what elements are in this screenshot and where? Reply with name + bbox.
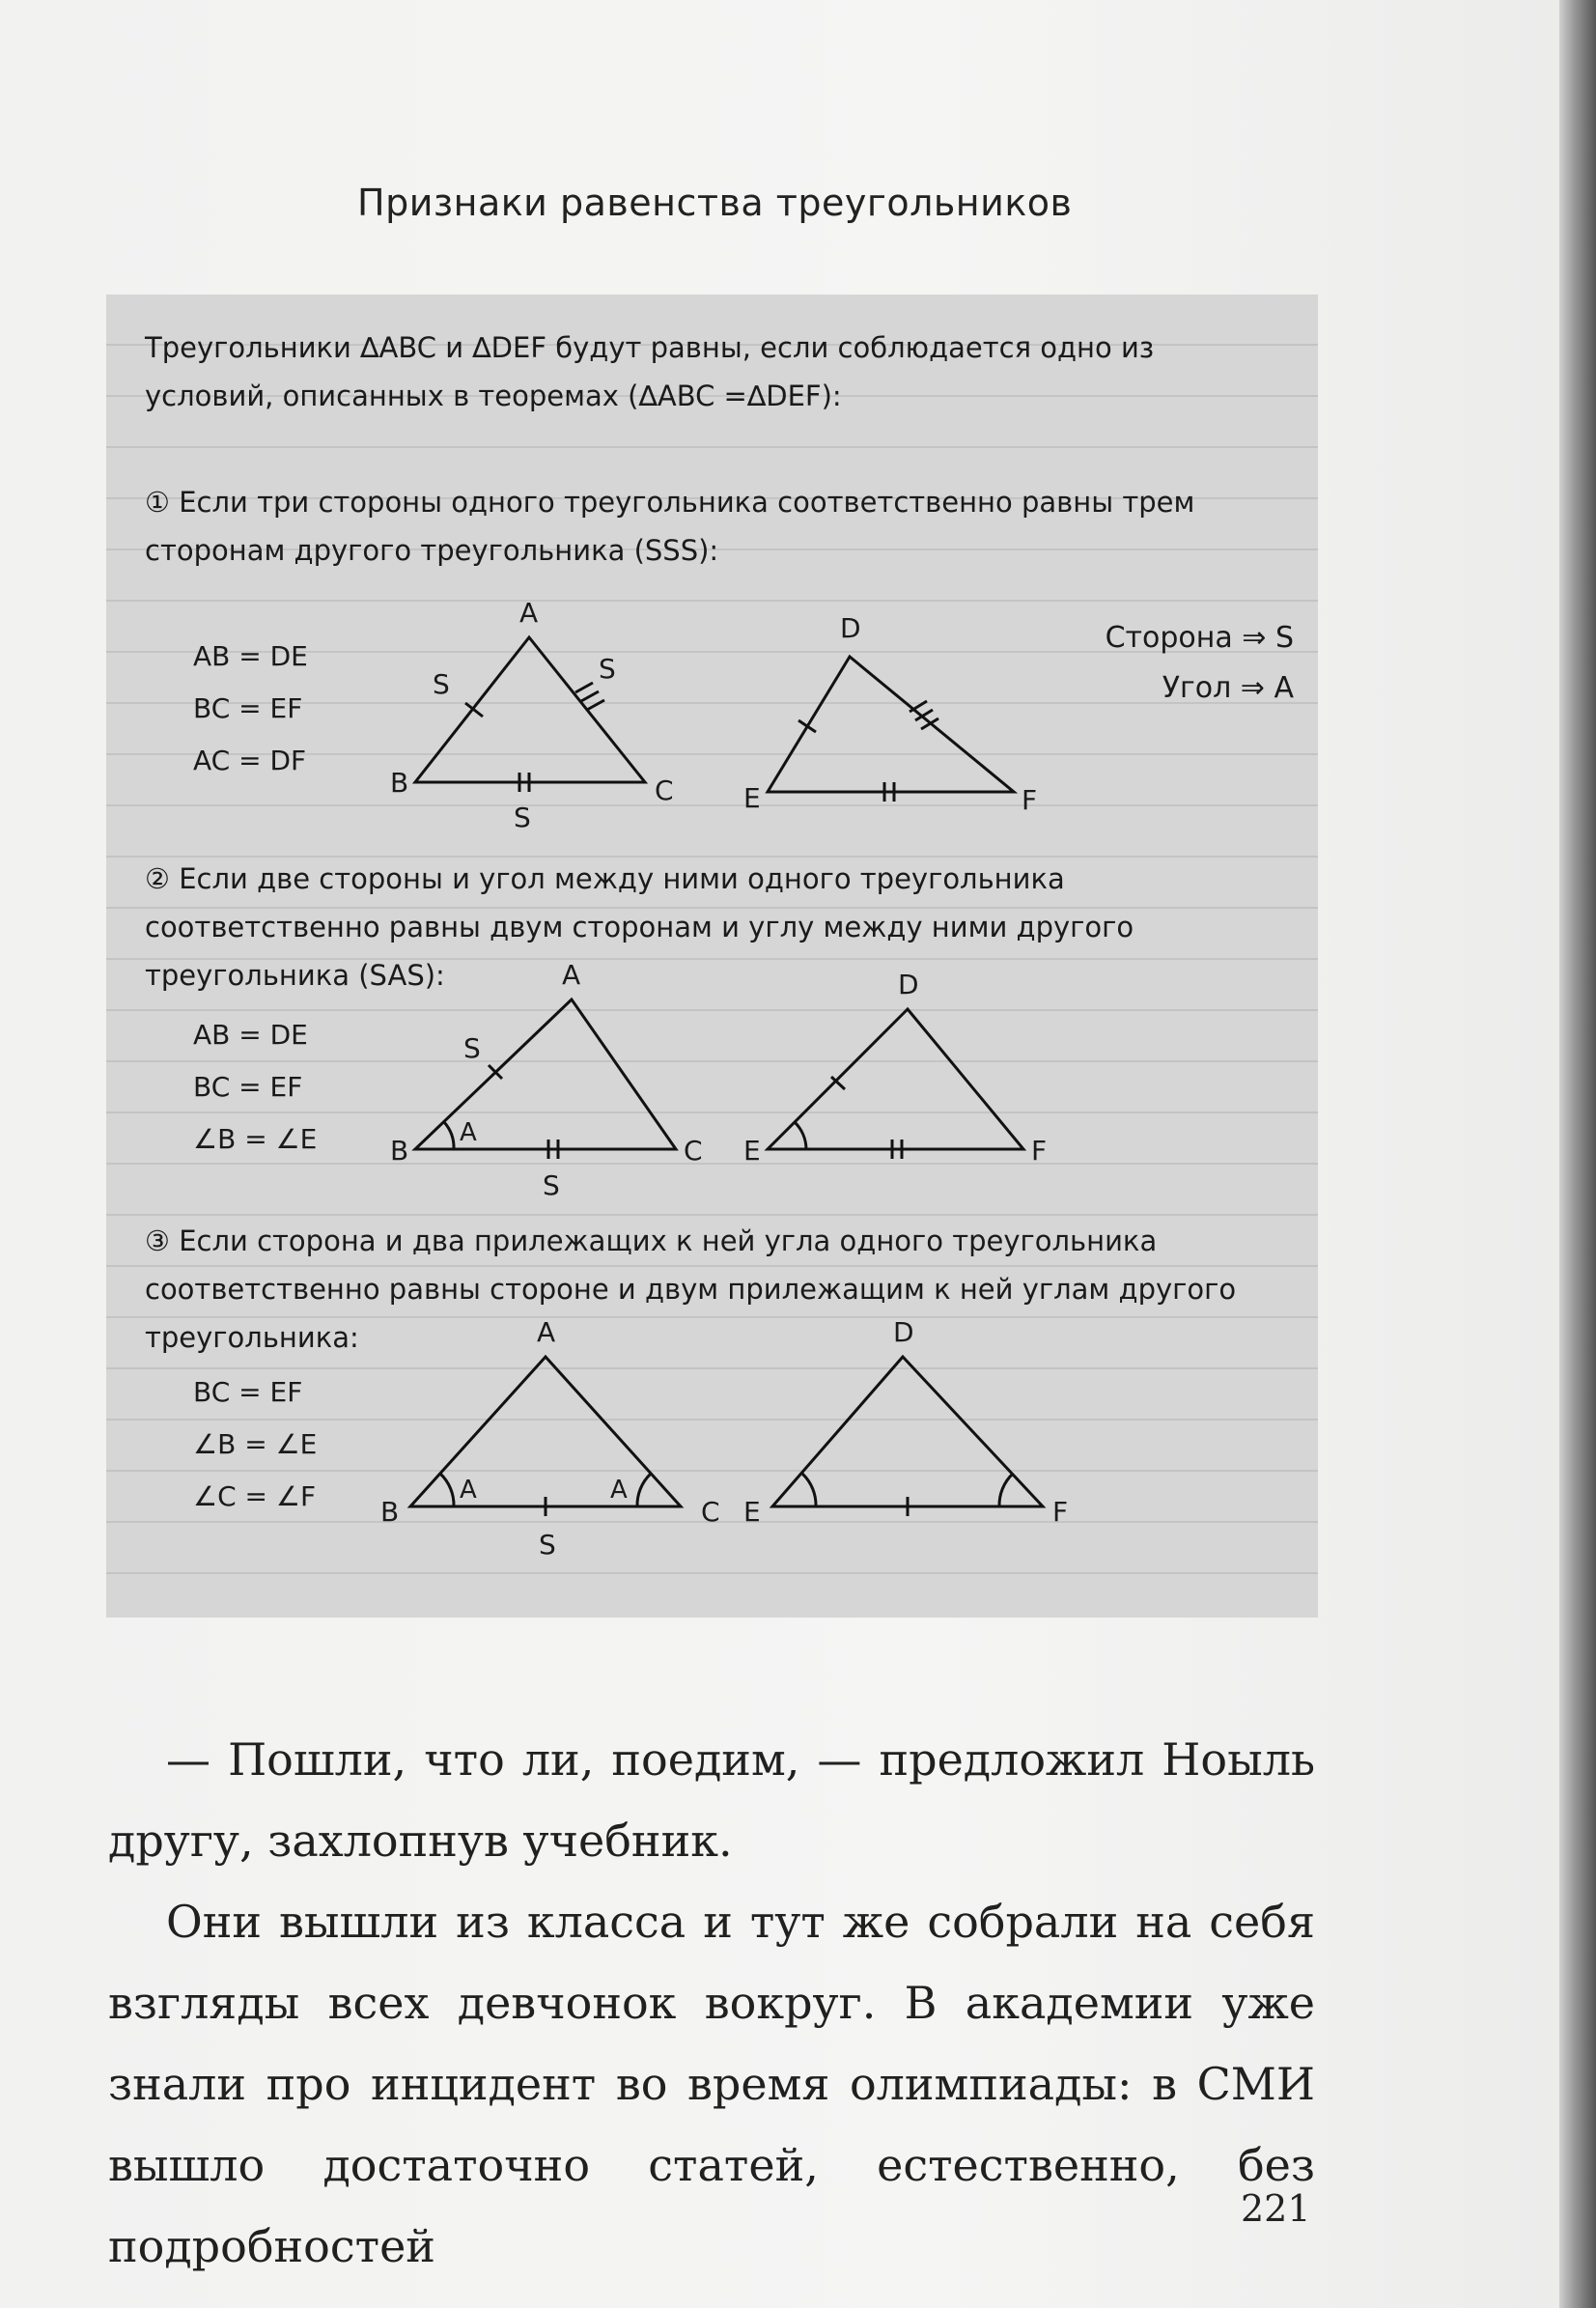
side-label: S	[599, 653, 616, 685]
theorem3-eq1: BC = EF	[193, 1376, 303, 1408]
vertex-c: C	[701, 1496, 720, 1528]
vertex-b: B	[390, 767, 409, 799]
vertex-c: C	[655, 774, 674, 806]
vertex-a: A	[519, 597, 539, 629]
prose-paragraph-1: — Пошли, что ли, поедим, — предложил Ноыль другу, захлопнув учебник.	[108, 1733, 1315, 1867]
vertex-e: E	[743, 1135, 761, 1167]
vertex-d: D	[893, 1316, 914, 1348]
theorem3-eq3: ∠C = ∠F	[193, 1480, 317, 1512]
theorem1-eq2: BC = EF	[193, 692, 303, 724]
triangle-def-sas	[734, 961, 1139, 1212]
theorem1-eq1: AB = DE	[193, 640, 308, 672]
legend-angle: Угол ⇒ A	[1162, 671, 1294, 705]
vertex-e: E	[743, 782, 761, 814]
vertex-e: E	[743, 1496, 761, 1528]
side-label: S	[539, 1529, 556, 1561]
intro-text: Треугольники ∆ABC и ∆DEF будут равны, если соблюдается одно из условий, описанных в теоремах (∆ABC =∆DEF):	[145, 331, 1155, 412]
angle-label: A	[610, 1476, 628, 1505]
side-label: S	[514, 802, 531, 833]
theorem2-eq2: BC = EF	[193, 1071, 303, 1103]
vertex-d: D	[840, 612, 861, 644]
theorem2-eq1: AB = DE	[193, 1019, 308, 1051]
vertex-d: D	[898, 969, 919, 1000]
theorem1-text: ① Если три стороны одного треугольника соответственно равны трем сторонам другого треугольника (SSS):	[145, 486, 1195, 567]
theorem-box	[106, 295, 1318, 1618]
vertex-f: F	[1022, 784, 1038, 816]
angle-label: A	[460, 1118, 477, 1147]
theorem3-eq2: ∠B = ∠E	[193, 1428, 318, 1460]
vertex-c: C	[684, 1135, 703, 1167]
theorem2-equalities	[193, 1009, 317, 1166]
triangle-def-sss	[734, 608, 1139, 830]
theorem1-eq3: AC = DF	[193, 745, 307, 776]
theorem3-equalities	[193, 1366, 317, 1523]
vertex-b: B	[380, 1496, 400, 1528]
side-label: S	[433, 668, 450, 700]
prose-paragraph-2: Они вышли из класса и тут же собрали на себя взгляды всех девчонок вокруг. В академии уже знали про инцидент во время олимпиады: в СМИ вышло достаточно статей, естественно, без подробностей	[108, 1896, 1315, 2272]
page-number: 221	[1241, 2187, 1311, 2230]
vertex-f: F	[1052, 1496, 1069, 1528]
theorem1-equalities	[193, 631, 308, 787]
side-label: S	[543, 1169, 560, 1201]
vertex-f: F	[1031, 1135, 1048, 1167]
theorem2-eq3: ∠B = ∠E	[193, 1123, 318, 1155]
vertex-a: A	[562, 959, 581, 991]
page-heading: Признаки равенства треугольников	[357, 182, 1073, 224]
page-edge	[1559, 0, 1596, 2308]
vertex-b: B	[390, 1135, 409, 1167]
triangle-def-asa	[743, 1318, 1149, 1589]
legend-side: Сторона ⇒ S	[1105, 621, 1294, 655]
theorem2-text: ② Если две стороны и угол между ними одного треугольника соответственно равны двум сторонам и углу между ними другого треугольника (SAS):	[145, 862, 1134, 992]
vertex-a: A	[537, 1316, 556, 1348]
angle-label: A	[460, 1476, 477, 1505]
theorem3-text: ③ Если сторона и два прилежащих к ней угла одного треугольника соответственно равны стороне и двум прилежащим к ней углам другого треугольника:	[145, 1224, 1237, 1354]
side-label: S	[463, 1032, 481, 1064]
